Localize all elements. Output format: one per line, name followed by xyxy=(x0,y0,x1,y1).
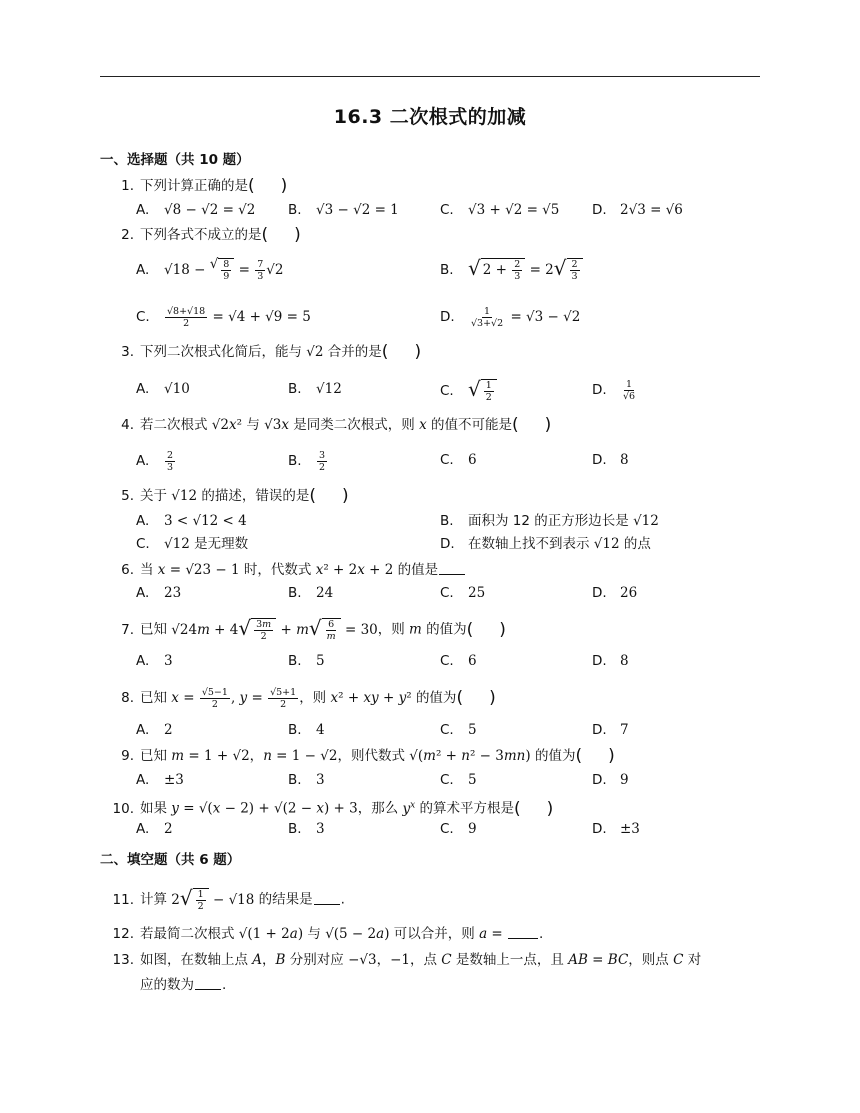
option-b[interactable]: B. √ 2 + $\frac{2}{3}$ = 2 √ $\frac{2}{3}$ xyxy=(440,258,583,282)
question-1: 1. 下列计算正确的是( ) xyxy=(121,176,288,196)
option-c[interactable]: C. 6 xyxy=(440,452,477,468)
option-c[interactable]: C. 5 xyxy=(440,722,477,738)
option-d[interactable]: D. 2√3 = √6 xyxy=(592,202,683,218)
question-7: 7. 已知 √24m + 4 √ $\frac{3m}{2}$ + m √ $\frac{6}{m}$ = 30，则 m 的值为( ) xyxy=(121,616,506,642)
option-a[interactable]: A. $\frac{2}{3}$ xyxy=(136,450,174,473)
question-4: 4. 若二次根式 √2x² 与 √3x 是同类二次根式，则 x 的值不可能是( ) xyxy=(121,415,552,435)
answer-blank[interactable] xyxy=(508,925,538,939)
option-b[interactable]: B. 24 xyxy=(288,585,334,601)
option-d[interactable]: D. 8 xyxy=(592,653,629,669)
question-2: 2. 下列各式不成立的是( ) xyxy=(121,225,301,245)
option-d[interactable]: D. ±3 xyxy=(592,821,640,837)
option-c[interactable]: C. 5 xyxy=(440,772,477,788)
option-d[interactable]: D. 26 xyxy=(592,585,638,601)
option-a[interactable]: A. √18 − √ $\frac{8}{9}$ = $\frac{7}{3}$ √2 xyxy=(136,256,284,282)
option-a[interactable]: A. 2 xyxy=(136,821,173,837)
option-d[interactable]: D. 在数轴上找不到表示 √12 的点 xyxy=(440,536,651,552)
option-d[interactable]: D. 8 xyxy=(592,452,629,468)
option-c[interactable]: C. √3 + √2 = √5 xyxy=(440,202,560,218)
option-c[interactable]: C. √ $\frac{1}{2}$ xyxy=(440,379,497,403)
option-d[interactable]: D. 7 xyxy=(592,722,629,738)
question-text: 下列计算正确的是 xyxy=(140,178,248,194)
option-a[interactable]: A. 3 xyxy=(136,653,173,669)
option-b[interactable]: B. 5 xyxy=(288,653,325,669)
option-a[interactable]: A. 3 < √12 < 4 xyxy=(136,513,247,529)
option-d[interactable]: D. 9 xyxy=(592,772,629,788)
option-d[interactable]: D. $\frac{1}{√6}$ xyxy=(592,379,636,402)
question-10: 10. 如果 y = √(x − 2) + √(2 − x) + 3，那么 $y^x$ 的算术平方根是( ) xyxy=(112,798,554,819)
option-c[interactable]: C. 9 xyxy=(440,821,477,837)
page-title: 16.3 二次根式的加减 xyxy=(333,106,527,128)
question-6: 6. 当 x = √23 − 1 时，代数式 x² + 2x + 2 的值是 xyxy=(106,560,466,580)
option-b[interactable]: B. 面积为 12 的正方形边长是 √12 xyxy=(440,513,659,529)
option-a[interactable]: A. √8 − √2 = √2 xyxy=(136,202,256,218)
option-b[interactable]: B. 3 xyxy=(288,772,325,788)
option-b[interactable]: B. √12 xyxy=(288,381,342,397)
option-a[interactable]: A. 23 xyxy=(136,585,182,601)
top-rule xyxy=(100,76,760,77)
option-a[interactable]: A. 2 xyxy=(136,722,173,738)
section-heading-choice: 一、选择题（共 10 题） xyxy=(100,152,250,168)
option-b[interactable]: B. $\frac{3}{2}$ xyxy=(288,450,326,473)
question-12: 12. 若最简二次根式 √(1 + 2a) 与 √(5 − 2a) 可以合并，则 a = . xyxy=(112,926,544,942)
question-13: 13. 如图，在数轴上点 A，B 分别对应 −√3，−1，点 C 是数轴上一点，且 AB = BC，则点 C 对 xyxy=(112,952,702,968)
question-3: 3. 下列二次根式化简后，能与 √2 合并的是( ) xyxy=(121,342,422,362)
answer-blank[interactable] xyxy=(314,891,340,905)
section-heading-fill: 二、填空题（共 6 题） xyxy=(100,852,241,868)
answer-blank[interactable] xyxy=(195,976,221,990)
question-8: 8. 已知 x = $\frac{√5-1}{2}$ , y = $\frac{√5+1}{2}$ ，则 x² + xy + y² 的值为( ) xyxy=(121,687,496,710)
option-a[interactable]: A. √10 xyxy=(136,381,190,397)
option-c[interactable]: C. 6 xyxy=(440,653,477,669)
question-11: 11. 计算 2 √ $\frac{1}{2}$ − √18 的结果是 . xyxy=(112,886,345,912)
question-5: 5. 关于 √12 的描述，错误的是( ) xyxy=(121,486,349,506)
question-13-line2: 应的数为 . xyxy=(140,977,227,993)
option-a[interactable]: A. ±3 xyxy=(136,772,184,788)
option-c[interactable]: C. 25 xyxy=(440,585,486,601)
option-b[interactable]: B. 4 xyxy=(288,722,325,738)
question-9: 9. 已知 m = 1 + √2，n = 1 − √2，则代数式 √(m² + n² − 3mn) 的值为( ) xyxy=(121,746,615,766)
option-c[interactable]: C. $\frac{√8+√18}{2}$ = √4 + √9 = 5 xyxy=(136,306,311,329)
option-b[interactable]: B. √3 − √2 = 1 xyxy=(288,202,399,218)
option-c[interactable]: C. √12 是无理数 xyxy=(136,536,249,552)
option-b[interactable]: B. 3 xyxy=(288,821,325,837)
option-d[interactable]: D. $\frac{1}{√3+√2}$ = √3 − √2 xyxy=(440,306,581,329)
